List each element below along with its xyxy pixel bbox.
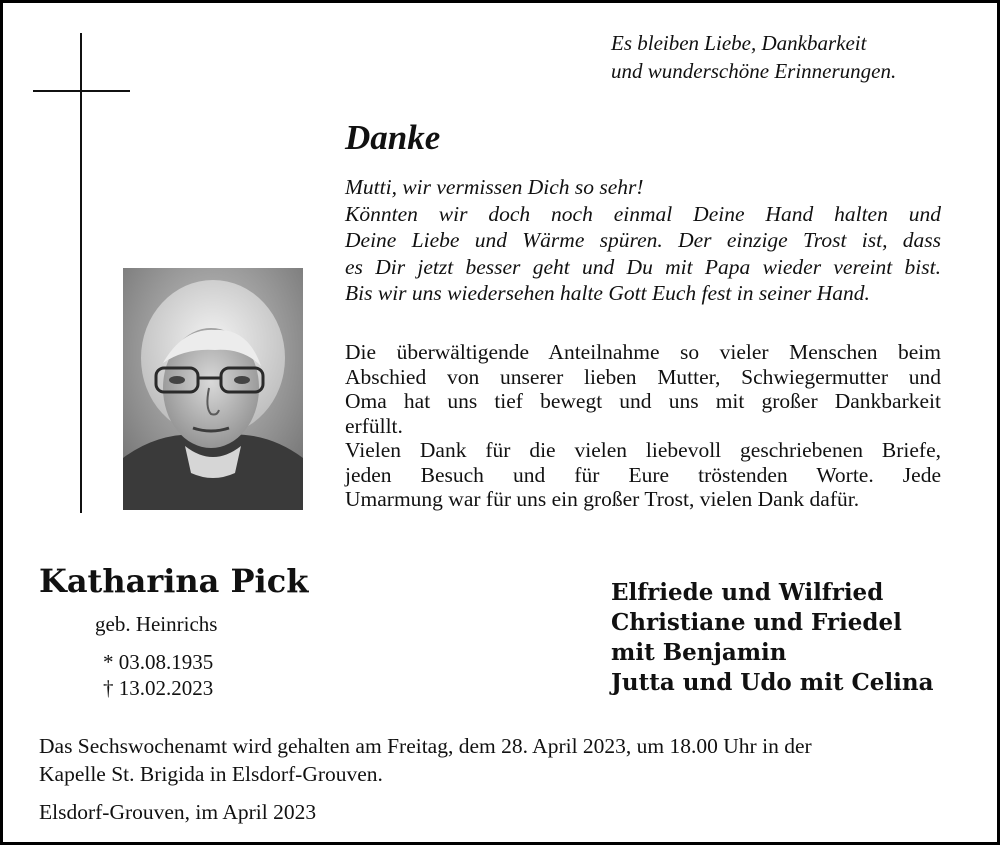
thanks-line: erfüllt.: [345, 413, 403, 438]
service-line: Das Sechswochenamt wird gehalten am Freitag, dem 28. April 2023, um 18.00 Uhr in der: [39, 734, 812, 758]
portrait-photo: [123, 268, 303, 510]
family-signatures: [611, 578, 934, 698]
death-date: † 13.02.2023: [103, 676, 214, 700]
thanks-line: jeden Besuch und für Eure tröstenden Worte. Jede: [345, 462, 941, 487]
thanks-line: Die überwältigende Anteilnahme so vieler Menschen beim: [345, 340, 941, 364]
thanks-line: Vielen Dank für die vielen liebevoll geschriebenen Briefe,: [345, 438, 941, 462]
family-line: Elfriede und Wilfried: [611, 579, 884, 606]
birth-date: * 03.08.1935: [103, 650, 214, 674]
motto-line: und wunderschöne Erinnerungen.: [611, 59, 897, 83]
motto-line: Es bleiben Liebe, Dankbarkeit: [611, 31, 867, 55]
poem-line: es Dir jetzt besser geht und Du mit Papa wieder vereint bist.: [345, 254, 941, 279]
cross-vertical-bar: [80, 33, 82, 513]
portrait-illustration: [123, 268, 303, 510]
family-line: mit Benjamin: [611, 639, 787, 666]
place-and-date: Elsdorf-Grouven, im April 2023: [39, 800, 317, 824]
family-line: Jutta und Udo mit Celina: [611, 669, 934, 696]
service-announcement: [39, 732, 969, 788]
poem-text: [345, 174, 941, 307]
service-line: Kapelle St. Brigida in Elsdorf-Grouven.: [39, 762, 383, 786]
poem-line: Könnten wir doch noch einmal Deine Hand halten und: [345, 201, 941, 226]
thanks-line: Umarmung war für uns ein großer Trost, vielen Dank dafür.: [345, 487, 860, 511]
thanks-line: Oma hat uns tief bewegt und uns mit großer Dankbarkeit: [345, 389, 941, 413]
poem-line: Mutti, wir vermissen Dich so sehr!: [345, 175, 644, 199]
life-dates: [103, 649, 213, 701]
poem-line: Bis wir uns wiedersehen halte Gott Euch fest in seiner Hand.: [345, 281, 870, 305]
thanks-line: Abschied von unserer lieben Mutter, Schwiegermutter und: [345, 364, 941, 389]
thanks-text: [345, 340, 941, 512]
poem-line: Deine Liebe und Wärme spüren. Der einzige Trost ist, dass: [345, 228, 941, 252]
motto-quote: [611, 29, 981, 85]
cross-horizontal-bar: [33, 90, 130, 92]
deceased-name: Katharina Pick: [39, 562, 309, 600]
danke-heading: Danke: [345, 118, 441, 157]
family-line: Christiane und Friedel: [611, 609, 902, 636]
maiden-name: geb. Heinrichs: [95, 612, 218, 636]
